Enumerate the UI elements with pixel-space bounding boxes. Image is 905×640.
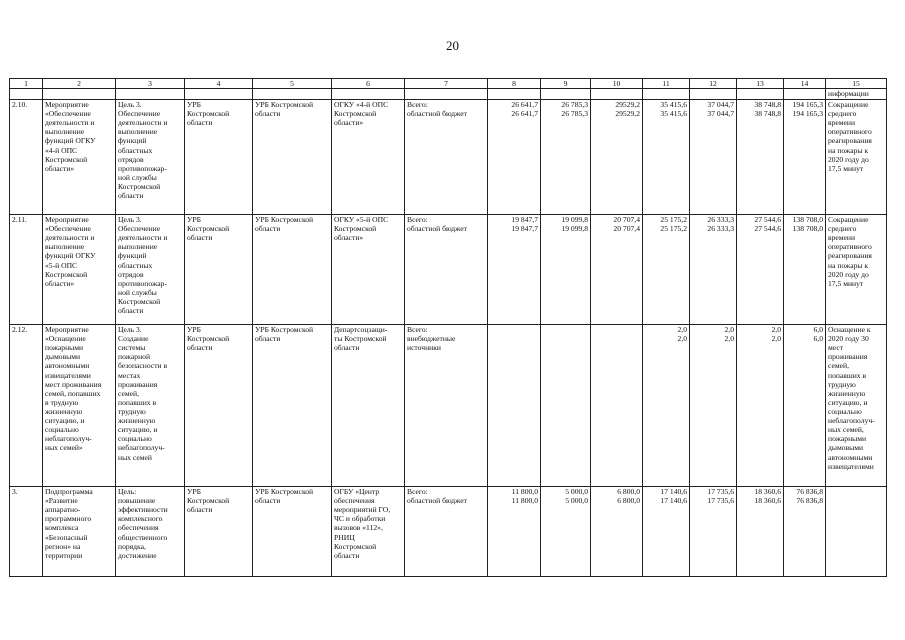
expected-result-cell: Оснащение к 2020 году 30 мест проживания семей, попавших в трудную жизненную ситуацию, и социально неблагополуч- ных семей, пожарными дымовыми автономными извещателями [826,325,887,487]
value-cell-col11: 25 175,2 25 175,2 [643,215,690,325]
header-row [10,79,887,89]
value-cell-col11: 35 415,6 35 415,6 [643,100,690,215]
goal-cell: Цель 3. Создание системы пожарной безопасности в местах проживания семей, попавших в трудную жизненную ситуацию, и социально неблагополуч- ных семей [116,325,185,487]
header-cell: 15 [826,79,887,89]
activity-cell: Мероприятие «Оснащение пожарными дымовыми автономными извещателями мест проживания семей, попавших в трудную жизненную ситуацию, и социально неблагополуч- ных семей» [43,325,116,487]
executor-cell: ОГКУ «4-й ОПС Костромской области» [332,100,405,215]
value-cell-col9: 19 099,8 19 099,8 [541,215,591,325]
value-cell-col8: 11 800,0 11 800,0 [488,487,541,577]
row-number-cell: 2.11. [10,215,43,325]
coordinator-cell: УРБ Костромской области [253,487,332,577]
funding-source-cell: Всего: областной бюджет [405,215,488,325]
header-cell: 8 [488,79,541,89]
header-cell: 7 [405,79,488,89]
continuation-row [10,89,887,100]
value-cell-col13: 38 748,8 38 748,8 [737,100,784,215]
header-cell: 3 [116,79,185,89]
value-cell-col8: 26 641,7 26 641,7 [488,100,541,215]
value-cell-col14: 194 165,3 194 165,3 [784,100,826,215]
value-cell-col8 [488,325,541,487]
executor-cell: Департсоцзащи- ты Костромской области [332,325,405,487]
funding-source-cell: Всего: внебюджетные источники [405,325,488,487]
value-cell-col11: 2,0 2,0 [643,325,690,487]
value-cell-col9: 5 000,0 5 000,0 [541,487,591,577]
coordinator-cell: УРБ Костромской области [253,100,332,215]
goal-cell: Цель 3. Обеспечение деятельности и выполнение функций областных отрядов противопожар- ной службы Костромской области [116,100,185,215]
header-cell: 14 [784,79,826,89]
header-cell: 13 [737,79,784,89]
value-cell-col9 [541,325,591,487]
executor-cell: ОГКУ «5-й ОПС Костромской области» [332,215,405,325]
value-cell-col10: 20 707,4 20 707,4 [591,215,643,325]
expected-result-cell: Сокращение среднего времени оперативного реагирования на пожары к 2020 году до 17,5 минут [826,100,887,215]
activity-cell: Мероприятие «Обеспечение деятельности и выполнение функций ОГКУ «4-й ОПС Костромской области» [43,100,116,215]
value-cell-col12: 17 735,6 17 735,6 [690,487,737,577]
value-cell-col13: 18 360,6 18 360,6 [737,487,784,577]
value-cell-col13: 2,0 2,0 [737,325,784,487]
row-number-cell: 2.12. [10,325,43,487]
value-cell-col10: 29529,2 29529,2 [591,100,643,215]
coordinator-cell: УРБ Костромской области [253,215,332,325]
value-cell-col14: 138 708,0 138 708,0 [784,215,826,325]
header-cell: 11 [643,79,690,89]
row-number-cell: 2.10. [10,100,43,215]
value-cell-col12: 26 333,3 26 333,3 [690,215,737,325]
executor-cell: ОГБУ «Центр обеспечения мероприятий ГО, ЧС и обработки вызовов «112», РНИЦ Костромской области [332,487,405,577]
value-cell-col11: 17 140,6 17 140,6 [643,487,690,577]
table-row [10,487,887,577]
row-number-cell: 3. [10,487,43,577]
customer-cell: УРБ Костромской области [185,100,253,215]
table-row [10,325,887,487]
header-cell: 4 [185,79,253,89]
header-cell: 1 [10,79,43,89]
value-cell-col8: 19 847,7 19 847,7 [488,215,541,325]
goal-cell: Цель: повышение эффективности комплексного обеспечения общественного порядка, достижение [116,487,185,577]
value-cell-col12: 2,0 2,0 [690,325,737,487]
table-row [10,215,887,325]
value-cell-col10: 6 800,0 6 800,0 [591,487,643,577]
value-cell-col14: 76 836,8 76 836,8 [784,487,826,577]
header-cell: 2 [43,79,116,89]
header-cell: 10 [591,79,643,89]
customer-cell: УРБ Костромской области [185,215,253,325]
activity-cell: Мероприятие «Обеспечение деятельности и выполнение функций ОГКУ «5-й ОПС Костромской области» [43,215,116,325]
coordinator-cell: УРБ Костромской области [253,325,332,487]
table-row [10,100,887,215]
header-cell: 6 [332,79,405,89]
value-cell-col14: 6,0 6,0 [784,325,826,487]
info-cell: информации [826,89,887,100]
value-cell-col9: 26 785,3 26 785,3 [541,100,591,215]
value-cell-col12: 37 044,7 37 044,7 [690,100,737,215]
goal-cell: Цель 3. Обеспечение деятельности и выполнение функций областных отрядов противопожар- ной службы Костромской области [116,215,185,325]
header-cell: 12 [690,79,737,89]
header-cell: 9 [541,79,591,89]
page-number: 20 [446,38,459,53]
program-table [9,78,887,577]
activity-cell: Подпрограмма «Развитие аппаратно- программного комплекса «Безопасный регион» на территории [43,487,116,577]
customer-cell: УРБ Костромской области [185,487,253,577]
expected-result-cell: Сокращение среднего времени оперативного реагирования на пожары к 2020 году до 17,5 минут [826,215,887,325]
expected-result-cell [826,487,887,577]
funding-source-cell: Всего: областной бюджет [405,487,488,577]
value-cell-col10 [591,325,643,487]
funding-source-cell: Всего: областной бюджет [405,100,488,215]
header-cell: 5 [253,79,332,89]
customer-cell: УРБ Костромской области [185,325,253,487]
value-cell-col13: 27 544,6 27 544,6 [737,215,784,325]
